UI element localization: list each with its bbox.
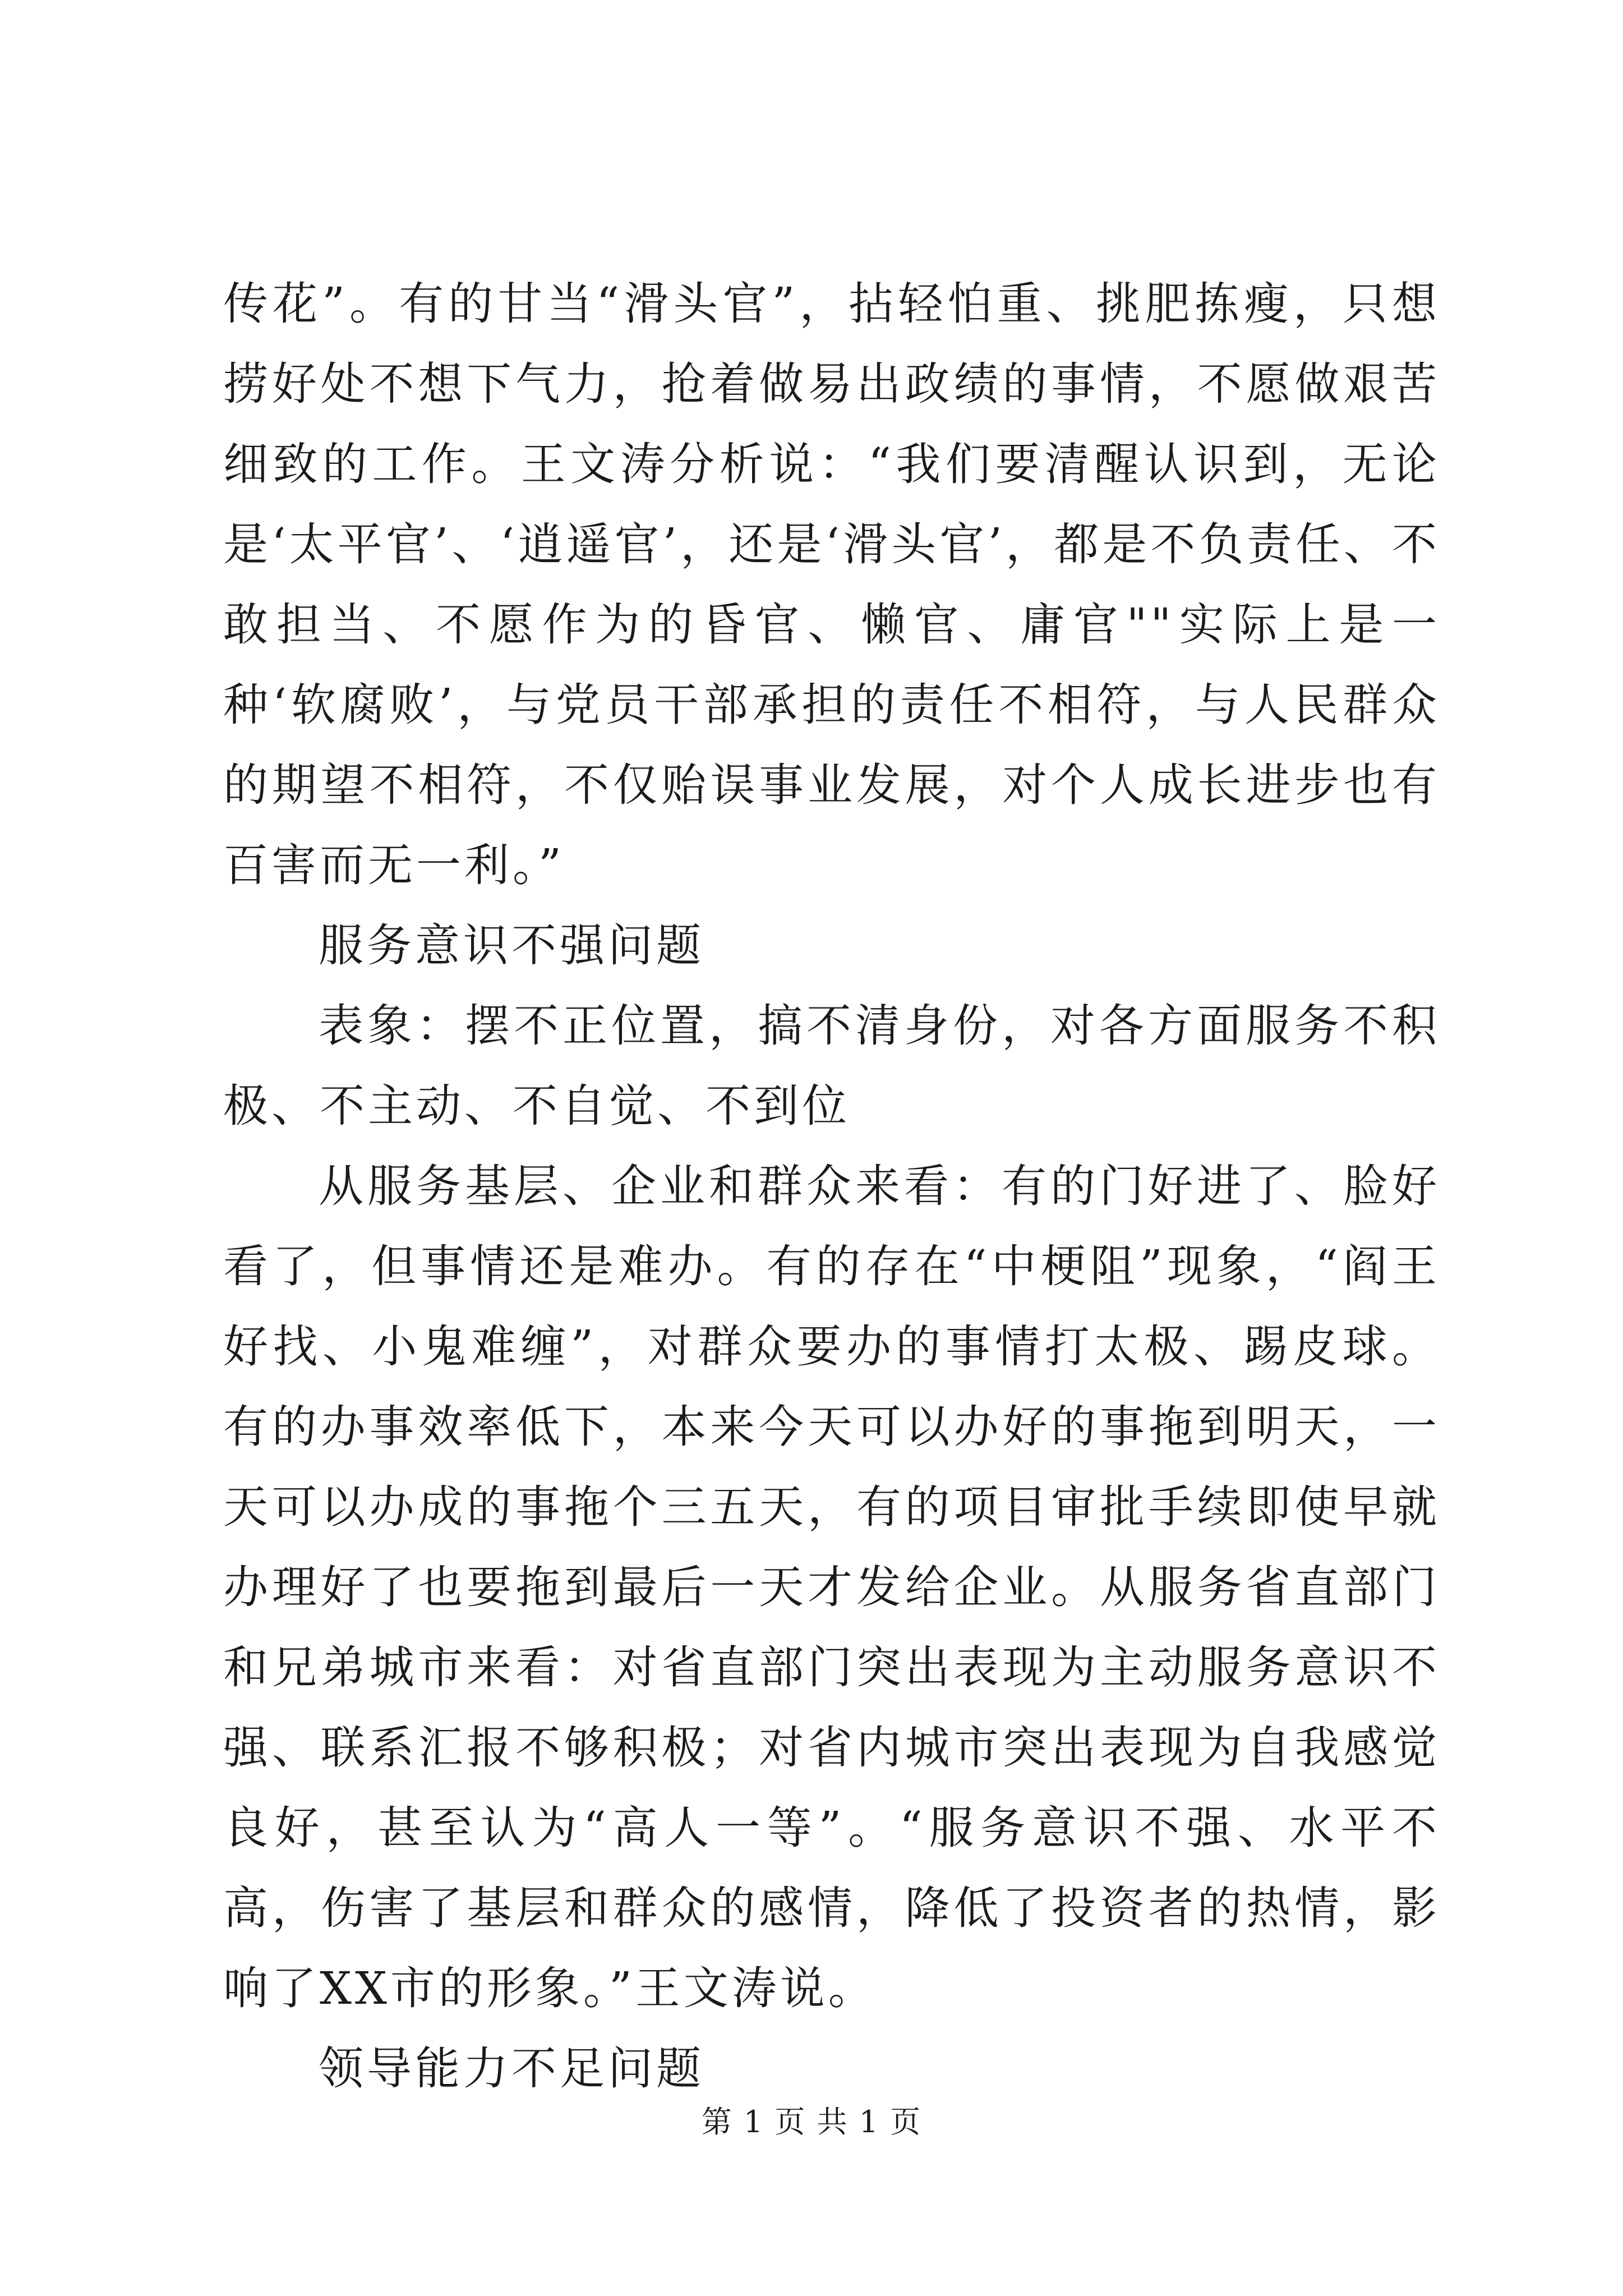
paragraph-service-details: 从服务基层、企业和群众来看：有的门好进了、脸好看了，但事情还是难办。有的存在“中梗阻”现象，“阎王好找、小鬼难缠”，对群众要办的事情打太极、踢皮球。有的办事效率低下，本来今天可以办好的事拖到明天，一天可以办成的事拖个三五天，有的项目审批手续即使早就办理好了也要拖到最后一天才发给企业。从服务省直部门和兄弟城市来看：对省直部门突出表现为主动服务意识不强、联系汇报不够积极；对省内城市突出表现为自我感觉良好，甚至认为“高人一等”。“服务意识不强、水平不高，伤害了基层和群众的感情，降低了投资者的热情，影响了XX市的形象。”王文涛说。 — [223, 1160, 1440, 2014]
section-heading-leadership: 领导能力不足问题 — [319, 2042, 704, 2095]
page-footer: 第 1 页 共 1 页 — [701, 2104, 922, 2139]
paragraph-continuation: 传花”。有的甘当“滑头官”，拈轻怕重、挑肥拣瘦，只想捞好处不想下气力，抢着做易出政绩的事情，不愿做艰苦细致的工作。王文涛分析说：“我们要清醒认识到，无论是‘太平官’、‘逍遥官’，还是‘滑头官’，都是不负责任、不敢担当、不愿作为的昏官、懒官、庸官""实际上是一种‘软腐败’，与党员干部承担的责任不相符，与人民群众的期望不相符，不仅贻误事业发展，对个人成长进步也有百害而无一利。” — [223, 278, 1440, 891]
document-body — [223, 264, 1440, 2109]
paragraph-symptom: 表象：摆不正位置，搞不清身份，对各方面服务不积极、不主动、不自觉、不到位 — [223, 1000, 1440, 1132]
section-heading-service-awareness: 服务意识不强问题 — [319, 919, 704, 972]
